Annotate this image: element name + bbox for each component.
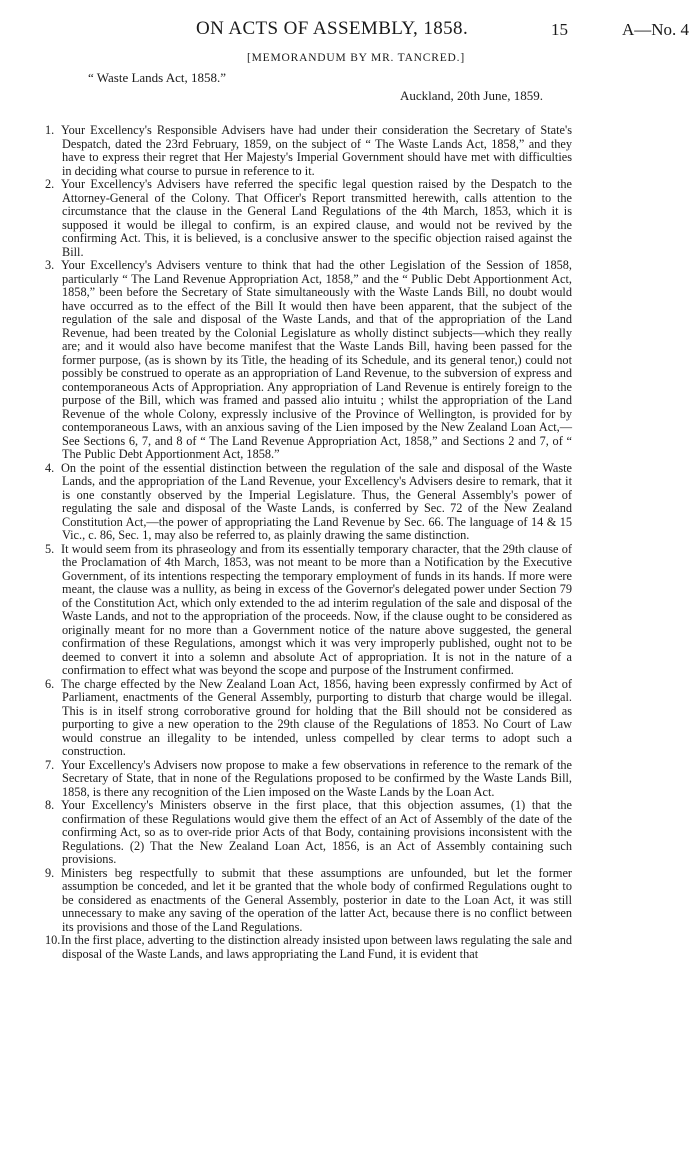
page-title: ON ACTS OF ASSEMBLY, 1858. [196, 18, 469, 39]
paragraph-9 [45, 865, 572, 935]
paragraph-text: It would seem from its phraseology and from its essentially temporary character, that the 29th clause of the Proclamation of 4th March, 1853, was not meant to be more than a Notification by the Executive Government, of its intentions respecting the temporary employment of funds in its hands. If more were meant, the clause was a nullity, as being in excess of the Governor's delegated power under Section 79 of the Constitution Act, which only extended to the ad interim regulation of the sale and disposal of the Waste Lands, and not to the appropriation of the proceeds. Now, if the clause ought to be considered as originally meant for no more than a Government notice of the nature above suggested, the general confirmation of these Regulations, amongst which it was very improperly published, ought not to be deemed to convert it into a solemn and absolute Act of appropriation. It is not in the nature of a confirmation to effect what was beyond the scope and purpose of the Instrument confirmed. [61, 541, 572, 677]
page-number: 15 [551, 20, 568, 39]
paragraph-text: Your Excellency's Ministers observe in the first place, that this objection assumes, (1) that the confirmation of these Regulations would give them the effect of an Act of Assembly of the date of the confirming Act, so as to over-ride prior Acts of that Body, containing provisions inconsistent with the Regulations. (2) That the New Zealand Loan Act, 1856, is an Act of Assembly containing such provisions. [61, 798, 572, 866]
paragraph-text: On the point of the essential distinction between the regulation of the sale and disposal of the Waste Lands, and the appropriation of the Land Revenue, your Excellency's Advisers desire to remark, that it is one constantly observed by the Imperial Legislature. Thus, the General Assembly's power of regulating the sale and disposal of the Waste Lands, is conferred by Sec. 72 of the New Zealand Constitution Act,—the power of appropriating the Land Revenue by Sec. 66. The language of 14 & 15 Vic., c. 86, Sec. 1, may also be referred to, as plainly drawing the same distinction. [61, 460, 572, 542]
paragraph-5 [45, 541, 572, 678]
paragraph-number: 6. [45, 676, 55, 691]
paragraph-number: 3. [45, 258, 55, 272]
paragraph-number: 9. [45, 865, 55, 880]
paragraph-number: 1. [45, 123, 55, 137]
dateline: Auckland, 20th June, 1859. [400, 88, 543, 103]
paragraph-1 [45, 123, 572, 178]
paragraph-text: The charge effected by the New Zealand Loan Act, 1856, having been expressly confirmed by Act of Parliament, enactments of the General Assembly, purporting to disturb that charge would be illegal. This is in itself strong corroborative ground for holding that the Bill should not be considered as purporting to give a new operation to the 29th clause of the Regulations of 1853. No Court of Law would construe an illegality to be intended, unless compelled by clear terms to adopt such a construction. [61, 676, 572, 758]
paragraph-number: 5. [45, 541, 55, 556]
paragraph-8 [45, 798, 572, 867]
paragraph-number: 7. [45, 757, 55, 772]
paragraph-6 [45, 676, 572, 759]
paragraph-10 [45, 933, 572, 961]
memorandum-label: [MEMORANDUM BY MR. TANCRED.] [247, 52, 465, 64]
page-header [0, 18, 700, 42]
paragraph-3 [45, 258, 572, 462]
document-number: A—No. 4 [622, 20, 690, 39]
paragraph-number: 8. [45, 798, 55, 812]
paragraph-text: Your Excellency's Advisers have referred the specific legal question raised by the Despatch to the Attorney-General of the Colony. That Officer's Report transmitted herewith, calls attention to the circumstance that the clause in the General Land Regulations of the 4th March, 1853, which it is supposed it would be illegal to confirm, is an expired clause, and would not be revived by the confirming Act. This, it is believed, is a conclusive answer to the specific objection raised against the Bill. [61, 177, 572, 259]
paragraph-number: 2. [45, 177, 55, 191]
paragraph-text: In the first place, adverting to the distinction already insisted upon between laws regulating the sale and disposal of the Waste Lands, and laws appropriating the Land Fund, it is evident that [61, 933, 572, 961]
paragraph-4 [45, 460, 572, 543]
paragraph-text: Ministers beg respectfully to submit that these assumptions are unfounded, but let the former assumption be conceded, and let it be granted that the whole body of confirmed Regulations ought to be considered as enactments of the General Assembly, posterior in date to the Loan Act, it was still unnecessary to make any saving of the operation of the latter Act, because there is no conflict between its provisions and those of the Land Regulations. [61, 865, 572, 934]
paragraph-text: Your Excellency's Advisers now propose to make a few observations in reference to the remark of the Secretary of State, that in none of the Regulations proposed to be confirmed by the Waste Lands Bill, 1858, is there any recognition of the Lien imposed on the Waste Lands by the Loan Act. [61, 757, 572, 799]
paragraph-text: Your Excellency's Advisers venture to think that had the other Legislation of the Session of 1858, particularly “ The Land Revenue Appropriation Act, 1858,” and the “ Public Debt Apportionment Act, 1858,” been before the Secretary of State simultaneously with the Waste Lands Bill, no doubt would have occurred as to the effect of the Bill It would then have been apparent, that the subject of the regulation of the sale and disposal of the Waste Lands, and that of the appropriation of the Land Revenue, had been treated by the Colonial Legislature as wholly distinct subjects—which they really are; and it would also have become manifest that the Waste Lands Bill, having been passed for the former purpose, (as is shown by its Title, the heading of its Schedule, and its general tenor,) could not possibly be construed to operate as an appropriation of Land Revenue, to the subversion of express and contemporaneous Acts of Appropriation. Any appropriation of Land Revenue is entirely foreign to the purpose of the Bill, which was framed and passed alio intuitu ; whilst the appropriation of the Land Revenue of the whole Colony, expressly inclusive of the Province of Wellington, is provided for by contemporaneous Laws, with an anxious saving of the Lien imposed by the New Zealand Loan Act,—See Sections 6, 7, and 8 of “ The Land Revenue Appropriation Act, 1858,” and Sections 2 and 7, of “ The Public Debt Apportionment Act, 1858.” [61, 258, 572, 461]
paragraph-number: 4. [45, 460, 55, 475]
memorandum-body [45, 123, 572, 1134]
paragraph-number: 10. [45, 933, 61, 947]
paragraph-7 [45, 757, 572, 800]
paragraph-2 [45, 177, 572, 259]
paragraph-text: Your Excellency's Responsible Advisers have had under their consideration the Secretary of State's Despatch, dated the 23rd February, 1859, on the subject of “ The Waste Lands Act, 1858,” and they have to express their regret that Her Majesty's Imperial Government should have met with difficulties in deciding what course to pursue in reference to it. [61, 123, 572, 178]
reference-title: “ Waste Lands Act, 1858.” [88, 70, 227, 85]
